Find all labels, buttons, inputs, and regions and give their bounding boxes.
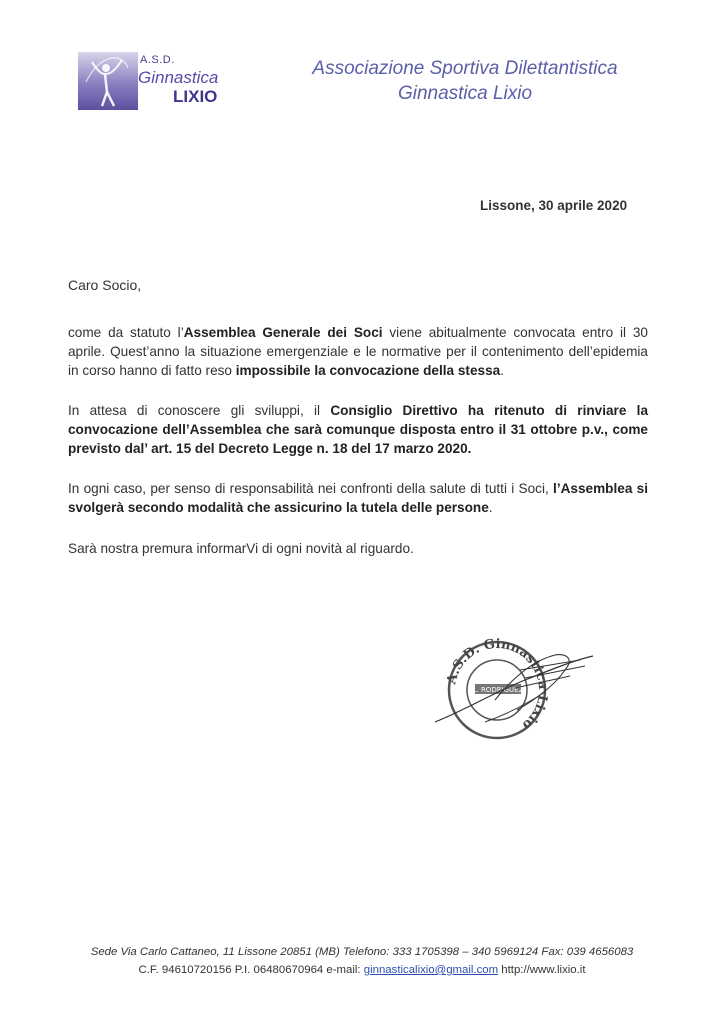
footer-website[interactable]: http://www.lixio.it — [498, 964, 586, 976]
association-logo — [78, 50, 228, 112]
bold-text: impossibile la convocazione della stessa — [235, 363, 501, 378]
paragraph-safety — [68, 479, 648, 517]
stamp-and-signature — [425, 630, 600, 745]
bold-text: Consiglio Direttivo ha ritenuto di rinviare la convocazione dell’Assemblea che sarà comunque disposta entro il 31 ottobre p.v., come previsto dal’ art. 15 del Decreto Legge n. 18 del 17 marzo 2020. — [68, 403, 649, 456]
association-title-line1: Associazione Sportiva Dilettantistica — [312, 58, 618, 79]
bold-text: Assemblea Generale dei Soci — [183, 325, 383, 340]
letter-date: Lissone, 30 aprile 2020 — [480, 198, 628, 213]
footer-codes: C.F. 94610720156 P.I. 06480670964 e-mail: — [138, 964, 364, 976]
paragraph-board-decision — [68, 401, 648, 458]
text-span: . — [500, 363, 504, 378]
footer-email-link[interactable]: ginnasticalixio@gmail.com — [363, 964, 499, 976]
paragraph-closing: Sarà nostra premura informarVi di ogni novità al riguardo. — [68, 541, 414, 556]
logo-asd-text: A.S.D. — [140, 54, 175, 66]
gymnast-logo-icon — [78, 52, 138, 110]
association-title-line2: Ginnastica Lixio — [397, 83, 533, 104]
paragraph-assembly-statute — [68, 323, 648, 380]
footer-fiscal-info — [0, 964, 724, 976]
svg-text:A.S.D. Ginnastica Lixio: A.S.D. Ginnastica Lixio — [444, 636, 551, 733]
text-span: come da statuto l’ — [68, 325, 184, 340]
association-title — [260, 56, 670, 106]
footer-address: Sede Via Carlo Cattaneo, 11 Lissone 20851 (MB) Telefono: 333 1705398 – 340 5969124 Fax: 039 4656083 — [90, 946, 634, 958]
logo-lixio-text: LIXIO — [173, 87, 218, 106]
text-span: In attesa di conoscere gli sviluppi, il — [68, 403, 331, 418]
text-span: In ogni caso, per senso di responsabilità nei confronti della salute di tutti i Soci, — [68, 481, 554, 496]
logo-name-text: Ginnastica — [138, 68, 219, 87]
svg-text:L. RODRIGUEZ: L. RODRIGUEZ — [472, 686, 524, 694]
text-span: viene abitualmente convocata entro il 30 aprile. Quest’anno la situazione emergenziale e le normative per il contenimento dell’epidemia in corso hanno di fatto reso — [68, 325, 648, 378]
bold-text: l’Assemblea si svolgerà secondo modalità che assicurino la tutela delle persone — [68, 481, 648, 515]
text-span: . — [488, 500, 493, 515]
letter-greeting: Caro Socio, — [68, 277, 142, 293]
